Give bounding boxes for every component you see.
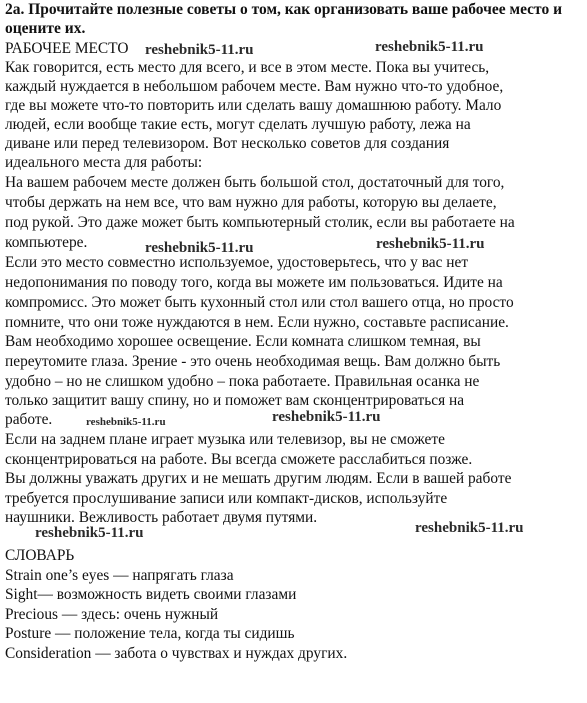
- text-line: Если это место совместно используемое, удостоверьтесь, что у вас нет: [5, 254, 469, 271]
- text-line: диване или перед телевизором. Вот несколько советов для создания: [5, 135, 450, 152]
- text-line: недопонимания по поводу того, когда вы можете им пользоваться. Идите на: [5, 274, 503, 291]
- watermark: reshebnik5-11.ru: [375, 39, 484, 55]
- text-line: чтобы держать на нем все, что вам нужно для работы, которую вы делаете,: [5, 194, 497, 211]
- watermark: reshebnik5-11.ru: [35, 525, 144, 541]
- text-line: помните, что они тоже нуждаются в нем. Если нужно, составьте расписание.: [5, 314, 509, 331]
- text-line: каждый нуждается в небольшом рабочем месте. Вам нужно что-то удобное,: [5, 78, 504, 95]
- text-line: удобно – но не слишком удобно – пока работаете. Правильная осанка не: [5, 373, 480, 390]
- text-line: Вам необходимо хорошее освещение. Если комната слишком темная, вы: [5, 333, 481, 350]
- glossary-entry: Posture — положение тела, когда ты сидишь: [5, 625, 295, 642]
- text-line: сконцентрироваться на работе. Вы всегда сможете расслабиться позже.: [5, 451, 473, 468]
- text-line: На вашем рабочем месте должен быть большой стол, достаточный для того,: [5, 174, 505, 191]
- glossary-entry: Consideration — забота о чувствах и нуждах других.: [5, 645, 348, 662]
- text-line: Вы должны уважать других и не мешать другим людям. Если в вашей работе: [5, 470, 512, 487]
- watermark: reshebnik5-11.ru: [272, 409, 381, 425]
- exercise-title: 2а. Прочитайте полезные советы о том, как организовать ваше рабочее место и оцените их.: [5, 1, 563, 37]
- text-line: Как говорится, есть место для всего, и все в этом месте. Пока вы учитесь,: [5, 59, 490, 76]
- watermark: reshebnik5-11.ru: [86, 416, 166, 428]
- glossary-entry: Strain one’s eyes — напрягать глаза: [5, 567, 234, 584]
- watermark: reshebnik5-11.ru: [415, 520, 524, 536]
- watermark: reshebnik5-11.ru: [145, 240, 254, 256]
- text-line: переутомите глаза. Зрение - это очень необходимая вещь. Вам должно быть: [5, 353, 501, 370]
- glossary-heading: СЛОВАРЬ: [5, 547, 75, 564]
- text-line: Если на заднем плане играет музыка или телевизор, вы не сможете: [5, 431, 445, 448]
- text-line: идеального места для работы:: [5, 154, 203, 171]
- text-heading: РАБОЧЕЕ МЕСТО: [5, 40, 129, 57]
- text-line: работе.: [5, 411, 53, 428]
- text-line: под рукой. Это даже может быть компьютерный столик, если вы работаете на: [5, 214, 515, 231]
- text-line: где вы можете что-то повторить или сделать вашу домашнюю работу. Мало: [5, 97, 502, 114]
- text-line: требуется прослушивание записи или компакт-дисков, используйте: [5, 490, 448, 507]
- text-line: только защитит вашу спину, но и поможет вам сконцентрироваться на: [5, 392, 465, 409]
- text-line: компьютере.: [5, 234, 88, 251]
- glossary-entry: Precious — здесь: очень нужный: [5, 606, 219, 623]
- watermark: reshebnik5-11.ru: [145, 42, 254, 58]
- text-line: наушники. Вежливость работает двумя путями.: [5, 509, 318, 526]
- glossary-entry: Sight— возможность видеть своими глазами: [5, 586, 297, 603]
- text-line: людей, если вообще такие есть, могут сделать лучшую работу, лежа на: [5, 116, 471, 133]
- watermark: reshebnik5-11.ru: [376, 236, 485, 252]
- text-line: компромисс. Это может быть кухонный стол или стол вашего отца, но просто: [5, 294, 514, 311]
